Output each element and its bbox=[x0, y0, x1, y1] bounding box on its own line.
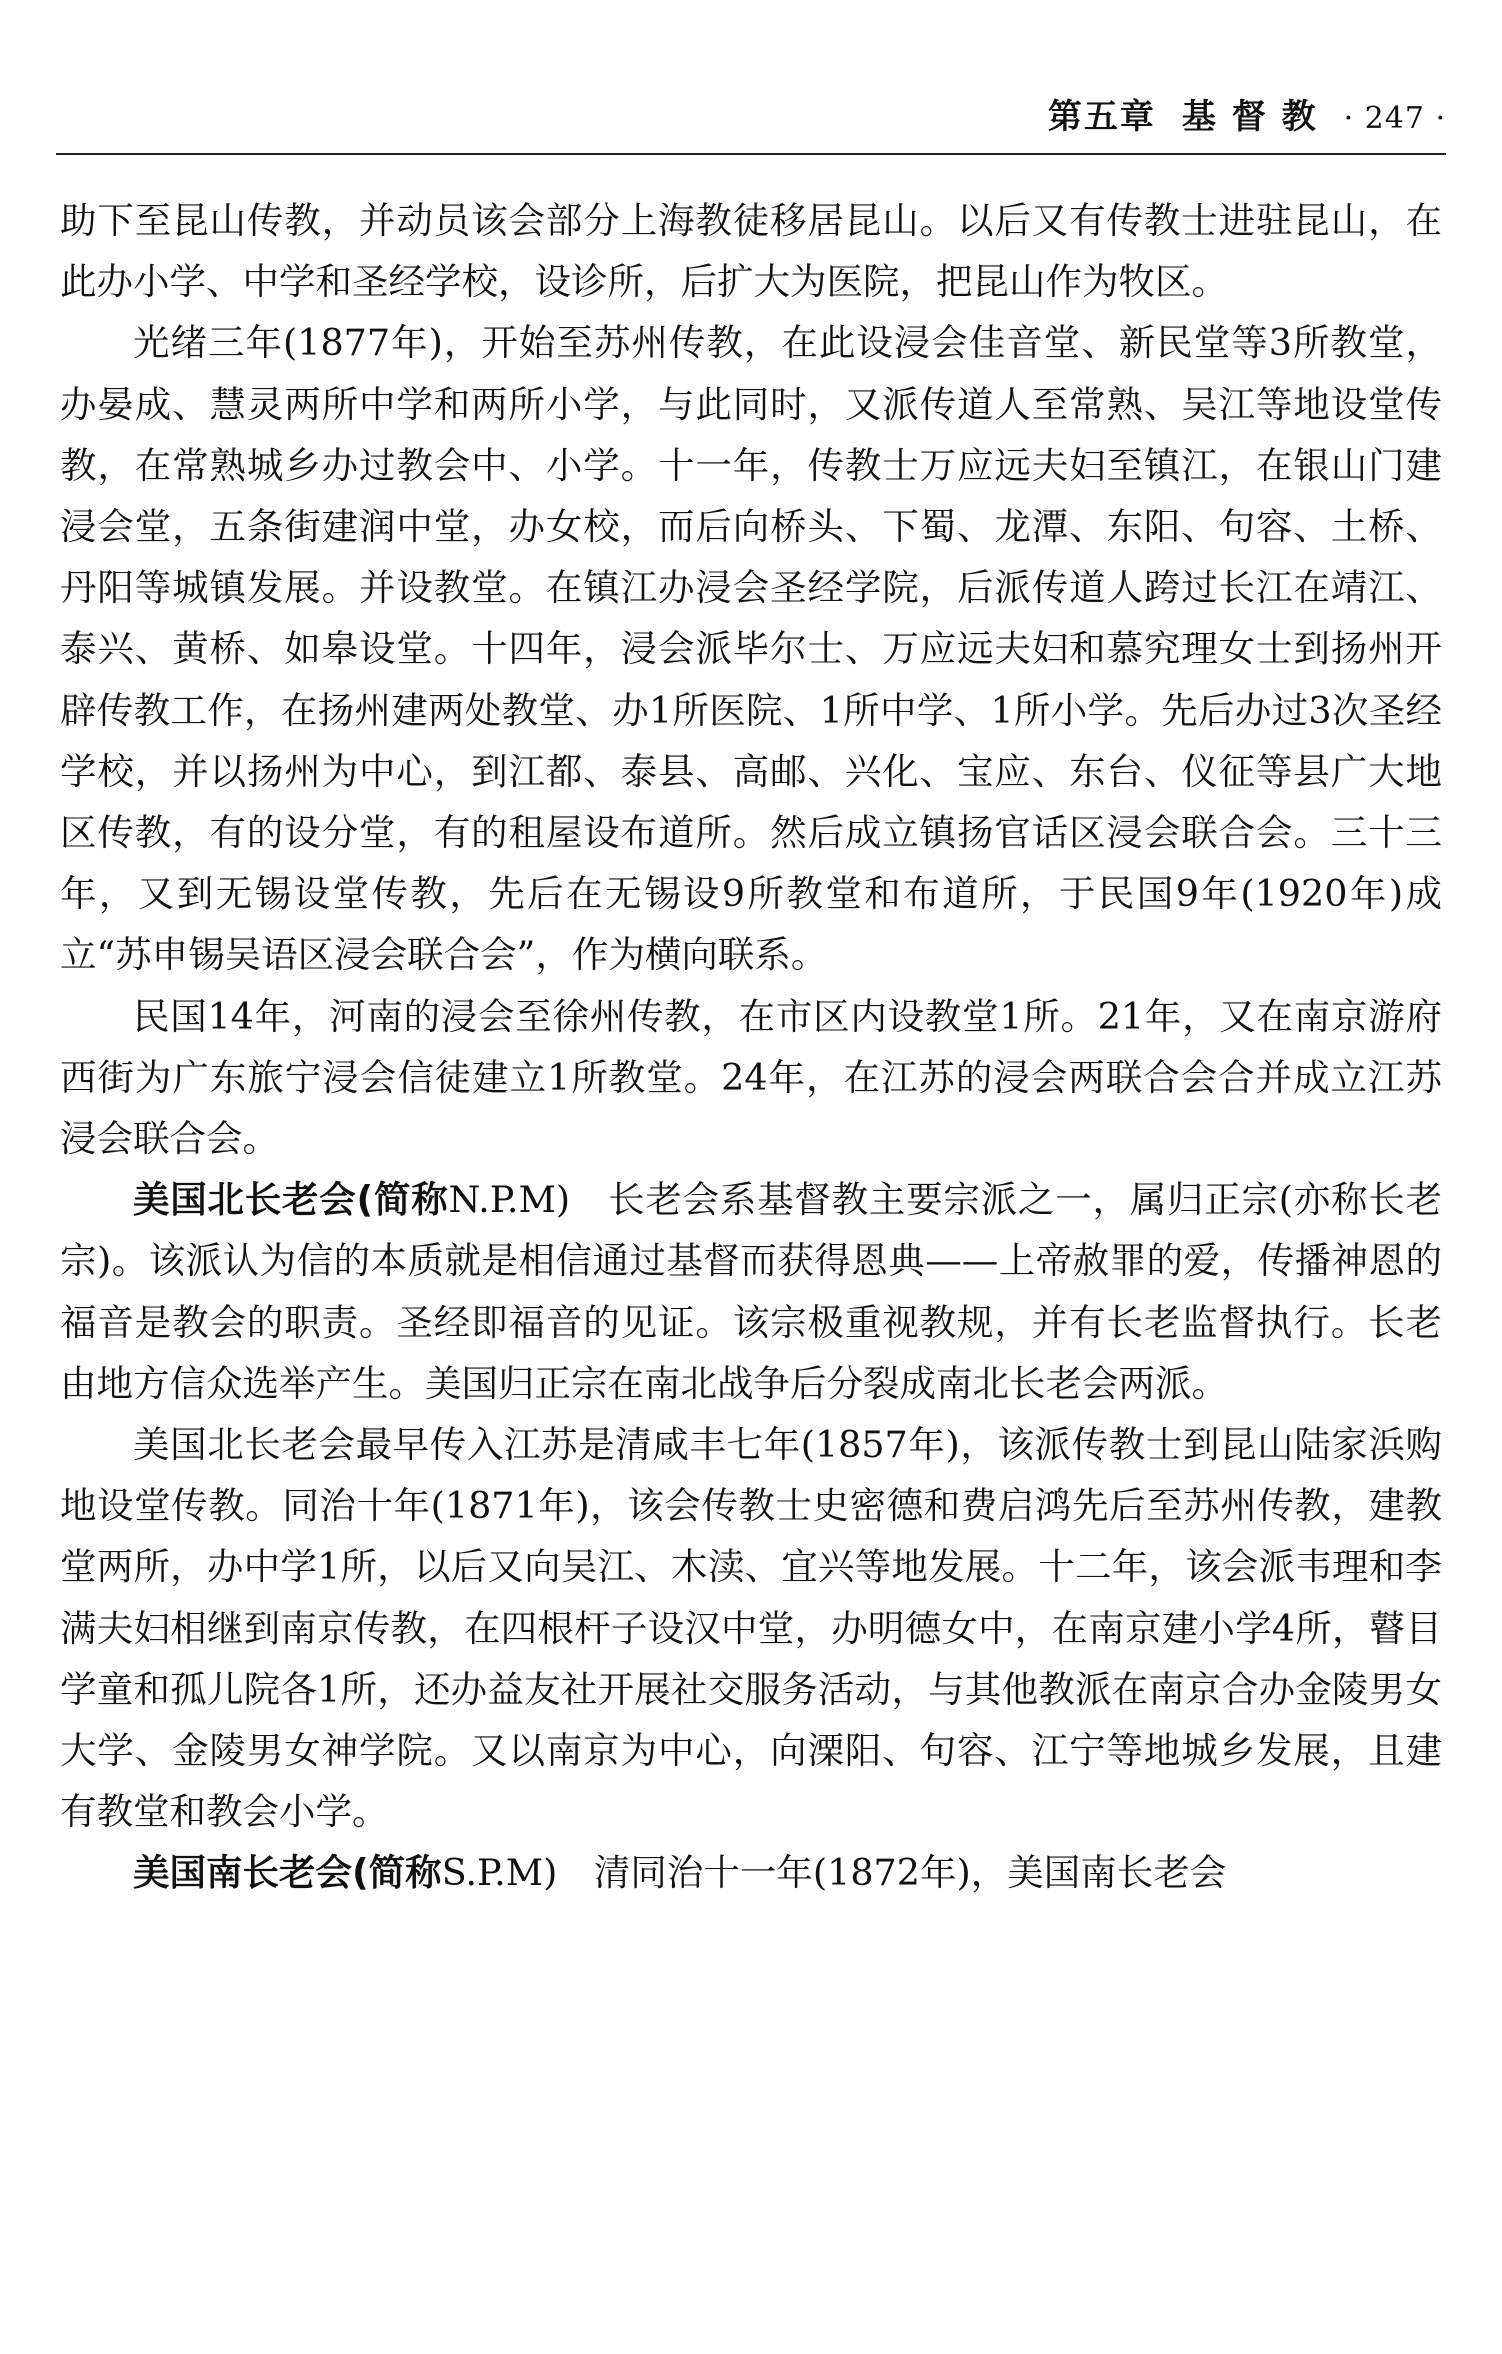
term-abbr-spm: S.P.M) bbox=[441, 1851, 558, 1895]
paragraph-jiangsu-baptist: 光绪三年(1877年)，开始至苏州传教，在此设浸会佳音堂、新民堂等3所教堂，办晏成、慧灵两所中学和两所小学，与此同时，又派传道人至常熟、吴江等地设堂传教，在常熟城乡办过教会中、小学。十一年，传教士万应远夫妇至镇江，在银山门建浸会堂，五条街建润中堂，办女校，而后向桥头、下蜀、龙潭、东阳、句容、土桥、丹阳等城镇发展。并设教堂。在镇江办浸会圣经学院，后派传道人跨过长江在靖江、泰兴、黄桥、如皋设堂。十四年，浸会派毕尔士、万应远夫妇和慕究理女士到扬州开辟传教工作，在扬州建两处教堂、办1所医院、1所中学、1所小学。先后办过3次圣经学校，并以扬州为中心，到江都、泰县、高邮、兴化、宝应、东台、仪征等县广大地区传教，有的设分堂，有的租屋设布道所。然后成立镇扬官话区浸会联合会。三十三年，又到无锡设堂传教，先后在无锡设9所教堂和布道所，于民国9年(1920年)成立“苏申锡吴语区浸会联合会”，作为横向联系。 bbox=[60, 321, 1442, 977]
body-text bbox=[60, 190, 1442, 1904]
header-right bbox=[1048, 92, 1446, 144]
page-number: · 247 · bbox=[1343, 101, 1446, 136]
term-abbr-npm: N.P.M) bbox=[448, 1178, 571, 1222]
paragraph-southern-presbyterian bbox=[60, 1842, 1442, 1903]
running-header bbox=[56, 92, 1446, 152]
header-rule bbox=[56, 153, 1446, 155]
section-term-spm: 美国南长老会(简称 bbox=[133, 1851, 442, 1895]
paragraph-northern-presbyterian-history: 美国北长老会最早传入江苏是清咸丰七年(1857年)，该派传教士到昆山陆家浜购地设堂传教。同治十年(1871年)，该会传教士史密德和费启鸿先后至苏州传教，建教堂两所，办中学1所，以后又向吴江、木渎、宜兴等地发展。十二年，该会派韦理和李满夫妇相继到南京传教，在四根杆子设汉中堂，办明德女中，在南京建小学4所，瞽目学童和孤儿院各1所，还办益友社开展社交服务活动，与其他教派在南京合办金陵男女大学、金陵男女神学院。又以南京为中心，向溧阳、句容、江宁等地城乡发展，且建有教堂和教会小学。 bbox=[60, 1423, 1442, 1834]
paragraph-continuation: 助下至昆山传教，并动员该会部分上海教徒移居昆山。以后又有传教士进驻昆山，在此办小学、中学和圣经学校，设诊所，后扩大为医院，把昆山作为牧区。 bbox=[60, 199, 1442, 304]
paragraph-northern-presbyterian-intro bbox=[60, 1169, 1442, 1414]
section-term-npm: 美国北长老会(简称 bbox=[133, 1178, 449, 1222]
term-definition-spm: 清同治十一年(1872年)，美国南长老会 bbox=[593, 1851, 1227, 1895]
chapter-label: 第五章 bbox=[1047, 97, 1156, 137]
term-definition-npm: 长老会系基督教主要宗派之一，属归正宗(亦称长老宗)。该派认为信的本质就是相信通过基督而获得恩典——上帝赦罪的爱，传播神恩的福音是教会的职责。圣经即福音的见证。该宗极重视教规，并有长老监督执行。长老由地方信众选举产生。美国归正宗在南北战争后分裂成南北长老会两派。 bbox=[60, 1178, 1442, 1405]
paragraph-republic-era: 民国14年，河南的浸会至徐州传教，在市区内设教堂1所。21年，又在南京游府西街为广东旅宁浸会信徒建立1所教堂。24年，在江苏的浸会两联合会合并成立江苏浸会联合会。 bbox=[60, 994, 1442, 1161]
section-label: 基 督 教 bbox=[1181, 97, 1318, 137]
